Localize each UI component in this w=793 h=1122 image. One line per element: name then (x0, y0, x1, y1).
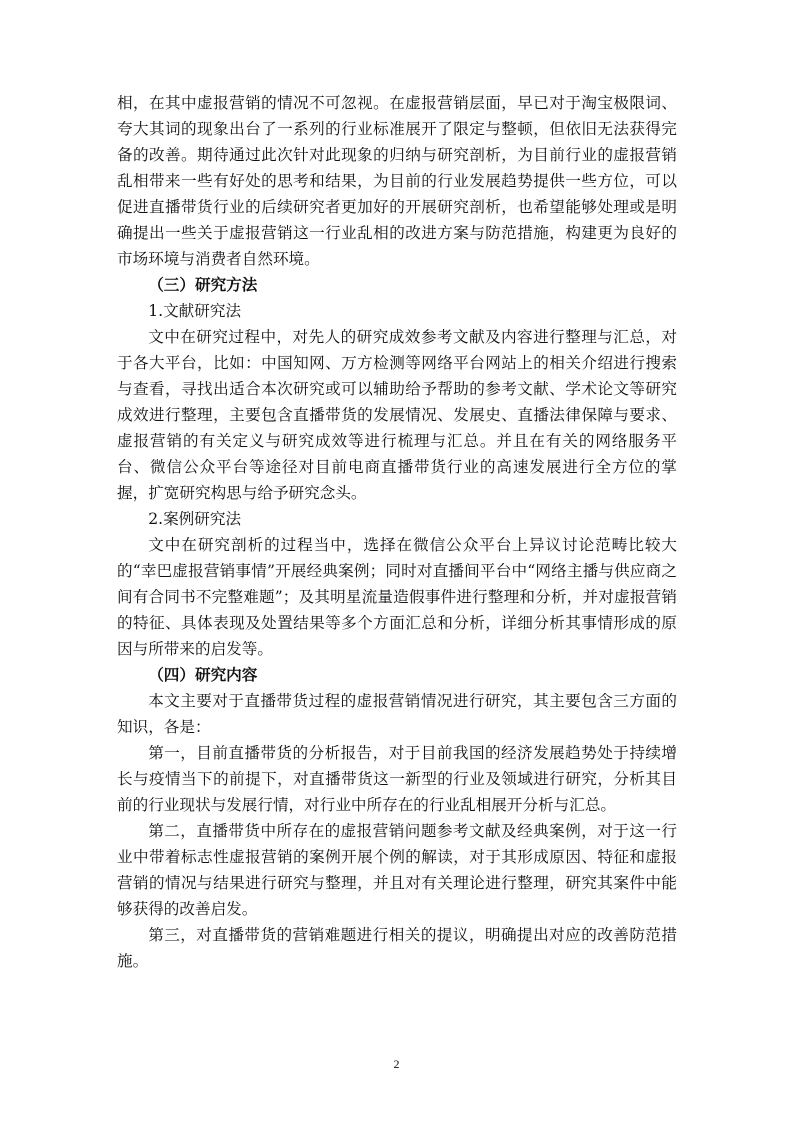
page-number: 2 (393, 1057, 400, 1071)
section-heading-research-content: （四）研究内容 (148, 665, 258, 684)
document-body (117, 90, 677, 974)
paragraph-content-intro: 本文主要对于直播带货过程的虚报营销情况进行研究，其主要包含三方面的知识，各是： (117, 692, 677, 736)
paragraph-continuation: 相，在其中虚报营销的情况不可忽视。在虚报营销层面，早已对于淘宝极限词、夸大其词的现象出台了一系列的行业标准展开了限定与整顿，但依旧无法获得完备的改善。期待通过此次针对此现象的归纳与研究剖析，为目前行业的虚报营销乱相带来一些有好处的思考和结果，为目前的行业发展趋势提供一些方位，可以促进直播带货行业的后续研究者更加好的开展研究剖析，也希望能够处理或是明确提出一些关于虚报营销这一行业乱相的改进方案与防范措施，构建更为良好的市场环境与消费者自然环境。 (117, 94, 677, 268)
paragraph-third-point: 第三，对直播带货的营销难题进行相关的提议，明确提出对应的改善防范措施。 (117, 926, 677, 970)
paragraph-second-point: 第二，直播带货中所存在的虚报营销问题参考文献及经典案例，对于这一行业中带着标志性虚报营销的案例开展个例的解读，对于其形成原因、特征和虚报营销的情况与结果进行研究与整理，并且对有关理论进行整理，研究其案件中能够获得的改善启发。 (117, 822, 677, 918)
section-heading-research-methods: （三）研究方法 (148, 275, 258, 294)
subheading-case-method: 2.案例研究法 (148, 510, 242, 528)
paragraph-first-point: 第一，目前直播带货的分析报告，对于目前我国的经济发展趋势处于持续增长与疫情当下的前提下，对直播带货这一新型的行业及领域进行研究，分析其目前的行业现状与发展行情，对行业中所存在的行业乱相展开分析与汇总。 (117, 744, 677, 814)
subheading-literature-method: 1.文献研究法 (148, 302, 242, 320)
paragraph-case-method: 文中在研究剖析的过程当中，选择在微信公众平台上异议讨论范畴比较大的“幸巴虚报营销事情”开展经典案例；同时对直播间平台中“网络主播与供应商之间有合同书不完整难题”；及其明星流量造假事件进行整理和分析，并对虚报营销的特征、具体表现及处置结果等多个方面汇总和分析，详细分析其事情形成的原因与所带来的启发等。 (117, 536, 677, 658)
paragraph-literature-method: 文中在研究过程中，对先人的研究成效参考文献及内容进行整理与汇总，对于各大平台，比如：中国知网、万方检测等网络平台网站上的相关介绍进行搜索与查看，寻找出适合本次研究或可以辅助给予帮助的参考文献、学术论文等研究成效进行整理，主要包含直播带货的发展情况、发展史、直播法律保障与要求、虚报营销的有关定义与研究成效等进行梳理与汇总。并且在有关的网络服务平台、微信公众平台等途径对目前电商直播带货行业的高速发展进行全方位的掌握，扩宽研究构思与给予研究念头。 (117, 328, 677, 502)
